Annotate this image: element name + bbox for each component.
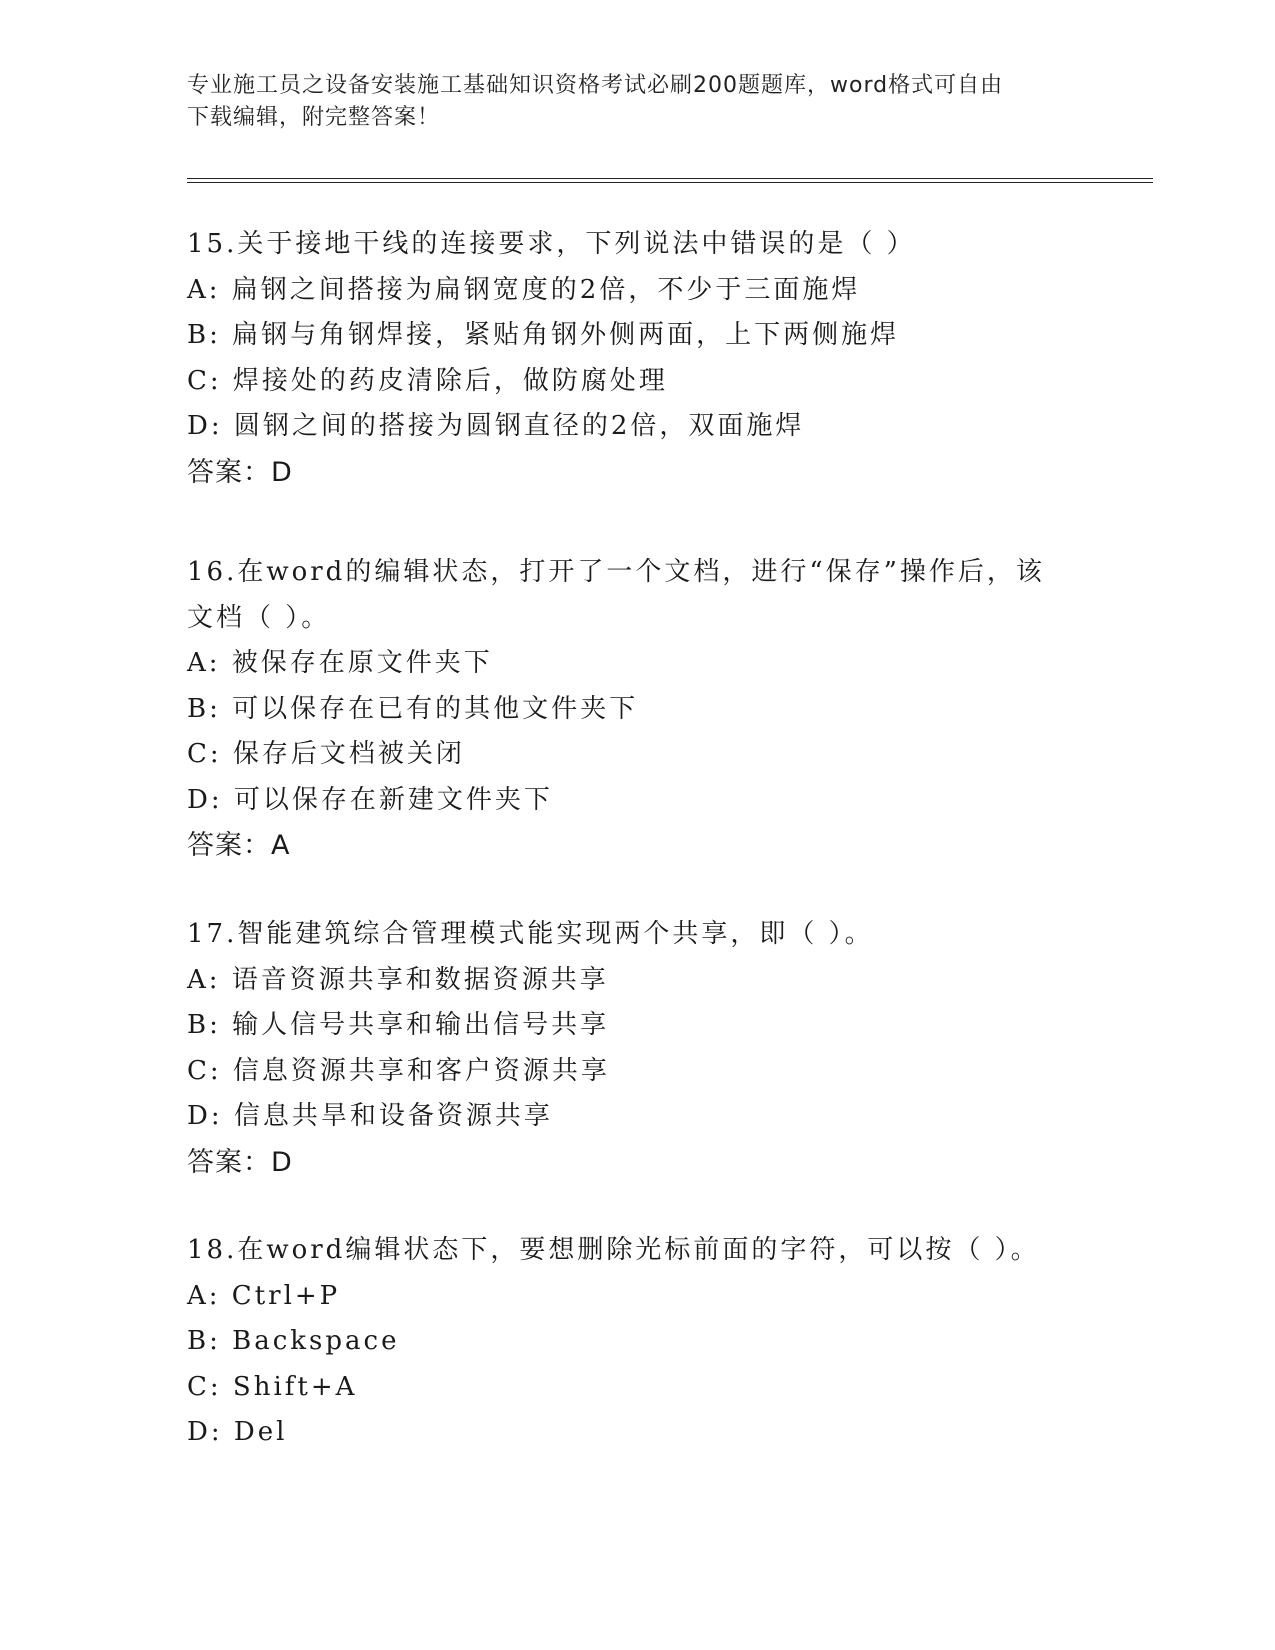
option-a: A: 扁钢之间搭接为扁钢宽度的2倍，不少于三面施焊 (187, 274, 861, 305)
option-d: D: 可以保存在新建文件夹下 (187, 784, 553, 815)
option-b: B: Backspace (187, 1326, 400, 1356)
question-18 (187, 1228, 1087, 1456)
question-stem-continued: 文档（ ）。 (187, 602, 331, 633)
question-16 (187, 550, 1087, 869)
header-divider-bottom (187, 182, 1153, 183)
question-17 (187, 912, 1087, 1185)
option-c: C: 焊接处的药皮清除后，做防腐处理 (187, 365, 668, 396)
option-c: C: 保存后文档被关闭 (187, 739, 465, 769)
answer-line: 答案：D (187, 456, 293, 488)
answer-line: 答案：A (187, 830, 291, 861)
question-stem: 18.在word编辑状态下，要想删除光标前面的字符，可以按（ ）。 (187, 1235, 1040, 1265)
option-a: A: 语音资源共享和数据资源共享 (187, 964, 609, 995)
option-a: A: 被保存在原文件夹下 (187, 648, 493, 678)
option-b: B: 可以保存在已有的其他文件夹下 (187, 693, 639, 724)
option-d: D: 信息共旱和设备资源共享 (187, 1101, 553, 1131)
header-line-2: 下载编辑，附完整答案！ (187, 105, 441, 130)
header-divider-top (187, 178, 1153, 179)
option-b: B: 输人信号共享和输出信号共享 (187, 1010, 610, 1040)
option-c: C: Shift+A (187, 1371, 358, 1402)
document-header (187, 70, 1067, 134)
question-stem: 16.在word的编辑状态，打开了一个文档，进行“保存”操作后，该 (187, 557, 1045, 587)
option-b: B: 扁钢与角钢焊接，紧贴角钢外侧两面，上下两侧施焊 (187, 320, 900, 350)
question-stem: 15.关于接地干线的连接要求，下列说法中错误的是（ ） (187, 229, 916, 259)
question-15 (187, 222, 1087, 495)
option-a: A: Ctrl+P (187, 1280, 341, 1311)
question-stem: 17.智能建筑综合管理模式能实现两个共享，即（ ）。 (187, 919, 874, 949)
option-d: D: Del (187, 1417, 288, 1447)
option-d: D: 圆钢之间的搭接为圆钢直径的2倍，双面施焊 (187, 411, 805, 441)
answer-line: 答案：D (187, 1146, 293, 1178)
header-line-1: 专业施工员之设备安装施工基础知识资格考试必刷200题题库，word格式可自由 (187, 73, 1004, 98)
option-c: C: 信息资源共享和客户资源共享 (187, 1055, 610, 1086)
